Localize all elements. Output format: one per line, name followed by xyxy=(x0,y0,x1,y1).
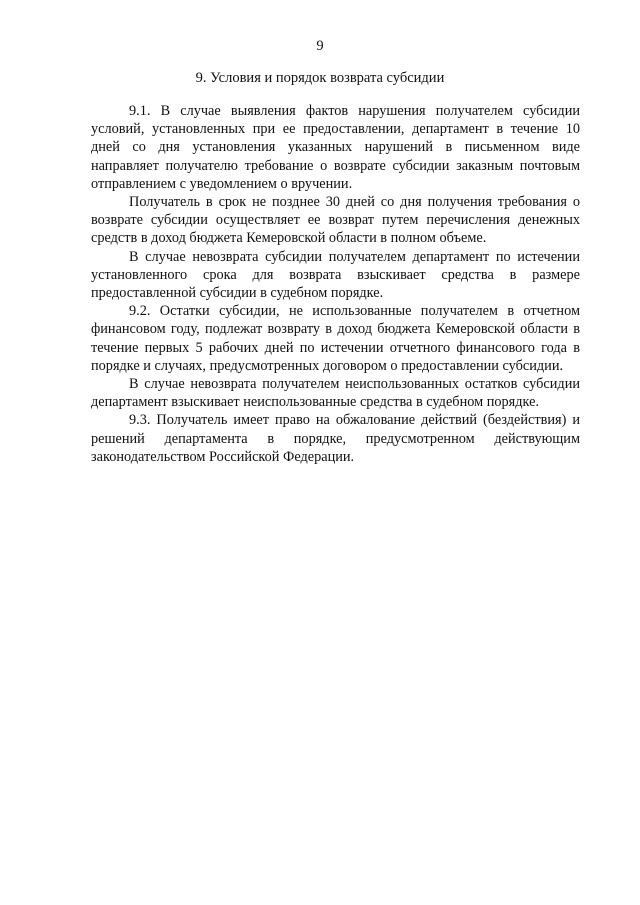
paragraph-return-deadline: Получатель в срок не позднее 30 дней со дня получения требования о возврате субсидии осуществляет ее возврат путем перечисления денежных средств в доход бюджета Кемеровской области в полном объеме. xyxy=(91,194,580,247)
paragraph-9-1: 9.1. В случае выявления фактов нарушения получателем субсидии условий, установленных при ее предоставлении, департамент в течение 10 дней со дня установления указанных нарушений в письменном виде направляет получателю требование о возврате субсидии заказным почтовым отправлением с уведомлением о вручении. xyxy=(91,103,580,192)
paragraph-9-2: 9.2. Остатки субсидии, не использованные получателем в отчетном финансовом году, подлежат возврату в доход бюджета Кемеровской области в течение первых 5 рабочих дней по истечении отчетного финансового года в порядке и случаях, предусмотренных договором о предоставлении субсидии. xyxy=(91,303,580,374)
paragraph-non-return-recovery: В случае невозврата субсидии получателем департамент по истечении установленного срока для возврата взыскивает средства в размере предоставленной субсидии в судебном порядке. xyxy=(91,248,580,302)
paragraph-9-3: 9.3. Получатель имеет право на обжалование действий (бездействия) и решений департамента в порядке, предусмотренном действующим законодательством Российской Федерации. xyxy=(91,412,580,465)
paragraph-unused-balance-recovery: В случае невозврата получателем неиспользованных остатков субсидии департамент взыскивает неиспользованные средства в судебном порядке. xyxy=(91,376,580,411)
section-body xyxy=(91,102,580,466)
page-number: 9 xyxy=(316,38,324,54)
section-title: 9. Условия и порядок возврата субсидии xyxy=(195,70,445,86)
